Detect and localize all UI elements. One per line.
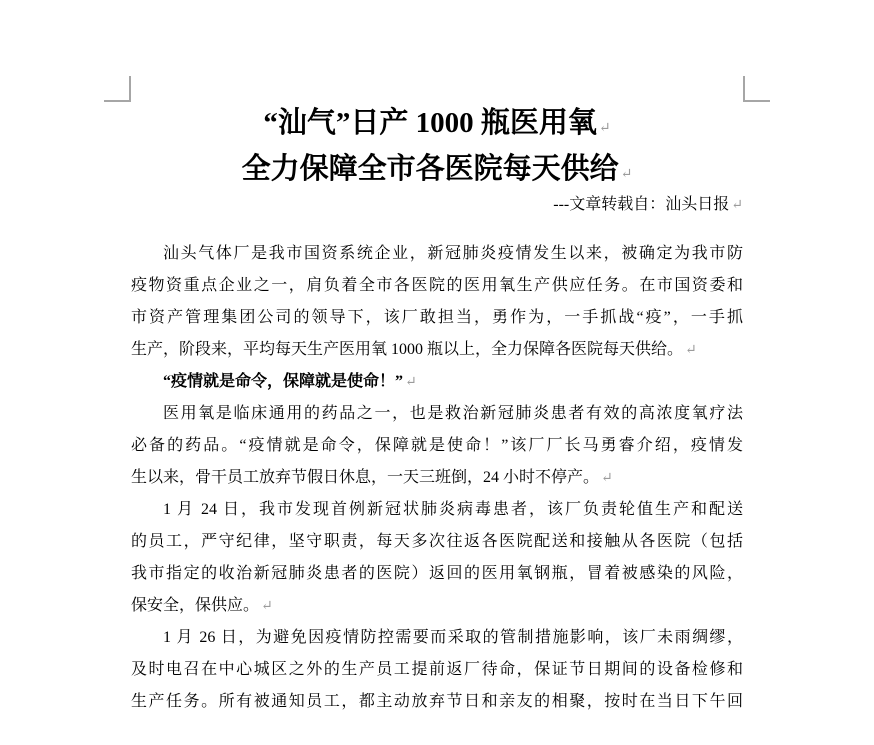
text-line-content: 医用氧是临床通用的药品之一，也是救治新冠肺炎患者有效的高浓度氧疗法 (163, 405, 743, 422)
text-line-content: 的员工，严守纪律，坚守职责，每天多次往返各医院配送和接触从各医院（包括 (131, 533, 743, 550)
paragraph-mark-icon: ↵ (731, 198, 743, 213)
paragraph-mark-icon: ↵ (405, 375, 417, 390)
page-margin-mark-top-right (743, 76, 770, 102)
text-line[interactable] (131, 366, 743, 398)
text-line[interactable] (131, 494, 743, 526)
text-line-content: 疫物资重点企业之一，肩负着全市各医院的医用氧生产供应任务。在市国资委和 (131, 277, 743, 294)
text-line[interactable] (131, 462, 743, 494)
document-title-line-1[interactable] (131, 100, 743, 146)
text-line-content: 我市指定的收治新冠肺炎患者的医院）返回的医用氧钢瓶，冒着被感染的风险， (131, 565, 743, 582)
attribution-text: ---文章转载自：汕头日报 (553, 196, 730, 213)
text-area[interactable] (131, 100, 743, 718)
text-line-content: 市资产管理集团公司的领导下，该厂敢担当，勇作为，一手抓战“疫”，一手抓 (131, 309, 743, 326)
paragraph-mark-icon: ↵ (620, 167, 633, 182)
text-line-content: 1 月 24 日，我市发现首例新冠状肺炎病毒患者，该厂负责轮值生产和配送 (163, 501, 743, 518)
body-text (131, 238, 743, 718)
text-line[interactable] (131, 686, 743, 718)
text-line-content: 及时电召在中心城区之外的生产员工提前返厂待命，保证节日期间的设备检修和 (131, 661, 743, 678)
text-line-content: 汕头气体厂是我市国资系统企业，新冠肺炎疫情发生以来，被确定为我市防 (163, 245, 743, 262)
text-line[interactable] (131, 622, 743, 654)
paragraph-mark-icon: ↵ (261, 599, 273, 614)
paragraph-mark-icon: ↵ (601, 471, 613, 486)
attribution-line[interactable] (131, 192, 743, 218)
text-line-content: “疫情就是命令，保障就是使命！” (163, 373, 404, 390)
text-line[interactable] (131, 590, 743, 622)
title-text: “汕气”日产 1000 瓶医用氧 (263, 107, 597, 139)
paragraph-mark-icon: ↵ (598, 121, 611, 136)
text-line[interactable] (131, 654, 743, 686)
text-line[interactable] (131, 334, 743, 366)
text-line[interactable] (131, 430, 743, 462)
text-line-content: 1 月 26 日，为避免因疫情防控需要而采取的管制措施影响，该厂未雨绸缪， (163, 629, 743, 646)
text-line[interactable] (131, 302, 743, 334)
document-title-line-2[interactable] (131, 146, 743, 192)
text-line[interactable] (131, 398, 743, 430)
text-line[interactable] (131, 238, 743, 270)
text-line-content: 保安全，保供应。 (131, 597, 260, 614)
text-line[interactable] (131, 526, 743, 558)
title-text: 全力保障全市各医院每天供给 (241, 153, 619, 185)
text-line-content: 生产，阶段来，平均每天生产医用氧 1000 瓶以上，全力保障各医院每天供给。 (131, 341, 684, 358)
paragraph-mark-icon: ↵ (685, 343, 697, 358)
text-line[interactable] (131, 270, 743, 302)
page-margin-mark-top-left (104, 76, 131, 102)
text-line[interactable] (131, 558, 743, 590)
text-line-content: 生产任务。所有被通知员工，都主动放弃节日和亲友的相聚，按时在当日下午回 (131, 693, 743, 710)
text-line-content: 必备的药品。“疫情就是命令，保障就是使命！”该厂厂长马勇睿介绍，疫情发 (131, 437, 743, 454)
text-line-content: 生以来，骨干员工放弃节假日休息，一天三班倒，24 小时不停产。 (131, 469, 600, 486)
